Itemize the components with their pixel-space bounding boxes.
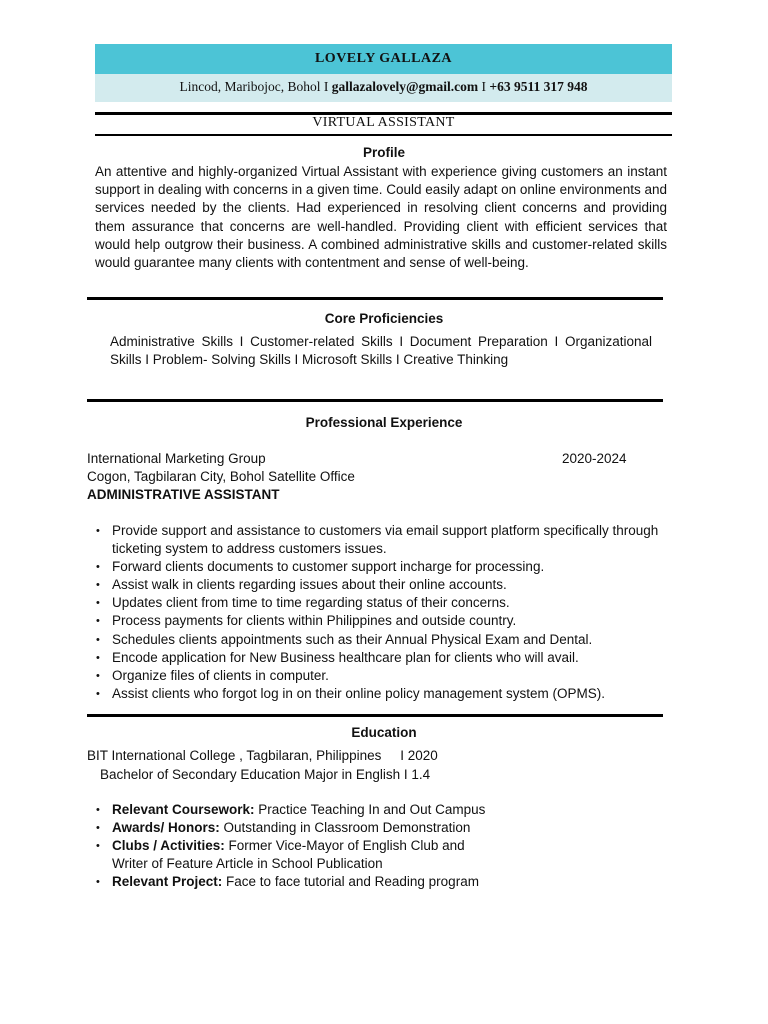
title-bottom-rule [95, 134, 672, 136]
duty-text: Schedules clients appointments such as their Annual Physical Exam and Dental. [112, 631, 593, 647]
list-item [86, 685, 670, 703]
duty-text: Process payments for clients within Philippines and outside country. [112, 613, 517, 629]
contact-banner [95, 74, 672, 102]
name-banner [95, 44, 672, 74]
profile-heading: Profile [362, 145, 405, 160]
bullet-icon: • [96, 876, 100, 889]
item-text: Outstanding in Classroom Demonstration [219, 820, 471, 836]
core-heading: Core Proficiencies [324, 311, 444, 326]
list-item [86, 837, 486, 873]
list-item [86, 631, 670, 649]
phone-text: +63 9511 317 948 [489, 79, 588, 94]
bullet-icon: • [96, 525, 100, 537]
address-text: Lincod, Maribojoc, Bohol I [179, 79, 332, 94]
job-role: ADMINISTRATIVE ASSISTANT [87, 487, 280, 502]
email-text: gallazalovely@gmail.com [331, 79, 479, 94]
duty-text: Organize files of clients in computer. [112, 667, 329, 683]
list-item [86, 649, 670, 667]
item-text: Former Vice-Mayor of English Club and Writer of Feature Article in School Publication [112, 838, 465, 872]
item-label: Relevant Project: [112, 874, 223, 890]
bullet-icon: • [96, 597, 100, 610]
list-item [86, 594, 670, 612]
profile-text: An attentive and highly-organized Virtual Assistant with experience giving customers an instant support in dealing with concerns in a given time. Could easily adapt on online environments and services needed by the clients. Had experienced in resolving client concerns and providing them assurance that concerns are well-handled. Providing client with efficient services that would help outgrow their business. A combined administrative skills and customer-related skills would guarantee many clients with contentment and sense of well-being. [95, 164, 667, 271]
bullet-icon: • [96, 615, 100, 628]
duty-text: Assist clients who forgot log in on their online policy management system (OPMS). [112, 685, 605, 701]
duty-text: Forward clients documents to customer support incharge for processing. [112, 559, 545, 575]
company-location: Cogon, Tagbilaran City, Bohol Satellite Office [87, 469, 355, 484]
experience-heading: Professional Experience [305, 415, 463, 430]
duty-text: Assist walk in clients regarding issues about their online accounts. [112, 577, 507, 593]
bullet-icon: • [96, 804, 100, 816]
list-item [86, 558, 670, 576]
experience-divider [87, 714, 663, 717]
profile-divider [87, 297, 663, 300]
core-divider [87, 399, 663, 402]
job-title: VIRTUAL ASSISTANT [312, 115, 455, 130]
list-item [86, 612, 670, 630]
list-item [86, 873, 486, 891]
list-item [86, 667, 670, 685]
item-text: Practice Teaching In and Out Campus [254, 802, 486, 817]
bullet-icon: • [96, 822, 100, 835]
education-heading: Education [351, 725, 417, 740]
duty-text: Provide support and assistance to customers via email support platform specifically through ticketing system to address customers issues. [112, 523, 659, 557]
list-item [86, 819, 486, 837]
company-name: International Marketing Group [87, 451, 266, 466]
list-item [86, 801, 486, 819]
item-text: Face to face tutorial and Reading program [222, 874, 479, 890]
bullet-icon: • [96, 579, 100, 592]
bullet-icon: • [96, 561, 100, 574]
duty-text: Updates client from time to time regarding status of their concerns. [112, 595, 510, 611]
item-label: Awards/ Honors: [112, 820, 220, 836]
bullet-icon: • [96, 651, 100, 664]
core-text: Administrative Skills I Customer-related Skills I Document Preparation I Organizational Skills I Problem- Solving Skills I Microsoft Skills I Creative Thinking [110, 334, 652, 368]
bullet-icon: • [96, 687, 100, 700]
item-label: Clubs / Activities: [112, 838, 225, 854]
bullet-icon: • [96, 840, 100, 853]
education-details [86, 801, 486, 891]
bullet-icon: • [96, 669, 100, 682]
list-item [86, 522, 670, 558]
contact-separator: I [478, 79, 490, 94]
employment-years: 2020-2024 [562, 451, 627, 466]
bullet-icon: • [96, 633, 100, 646]
candidate-name: LOVELY GALLAZA [314, 51, 453, 66]
experience-duties [86, 522, 670, 703]
list-item [86, 576, 670, 594]
item-label: Relevant Coursework: [112, 802, 255, 817]
school-line: BIT International College , Tagbilaran, Philippines I 2020 [87, 748, 438, 763]
degree-line: Bachelor of Secondary Education Major in English I 1.4 [100, 767, 431, 782]
duty-text: Encode application for New Business healthcare plan for clients who will avail. [112, 649, 579, 665]
